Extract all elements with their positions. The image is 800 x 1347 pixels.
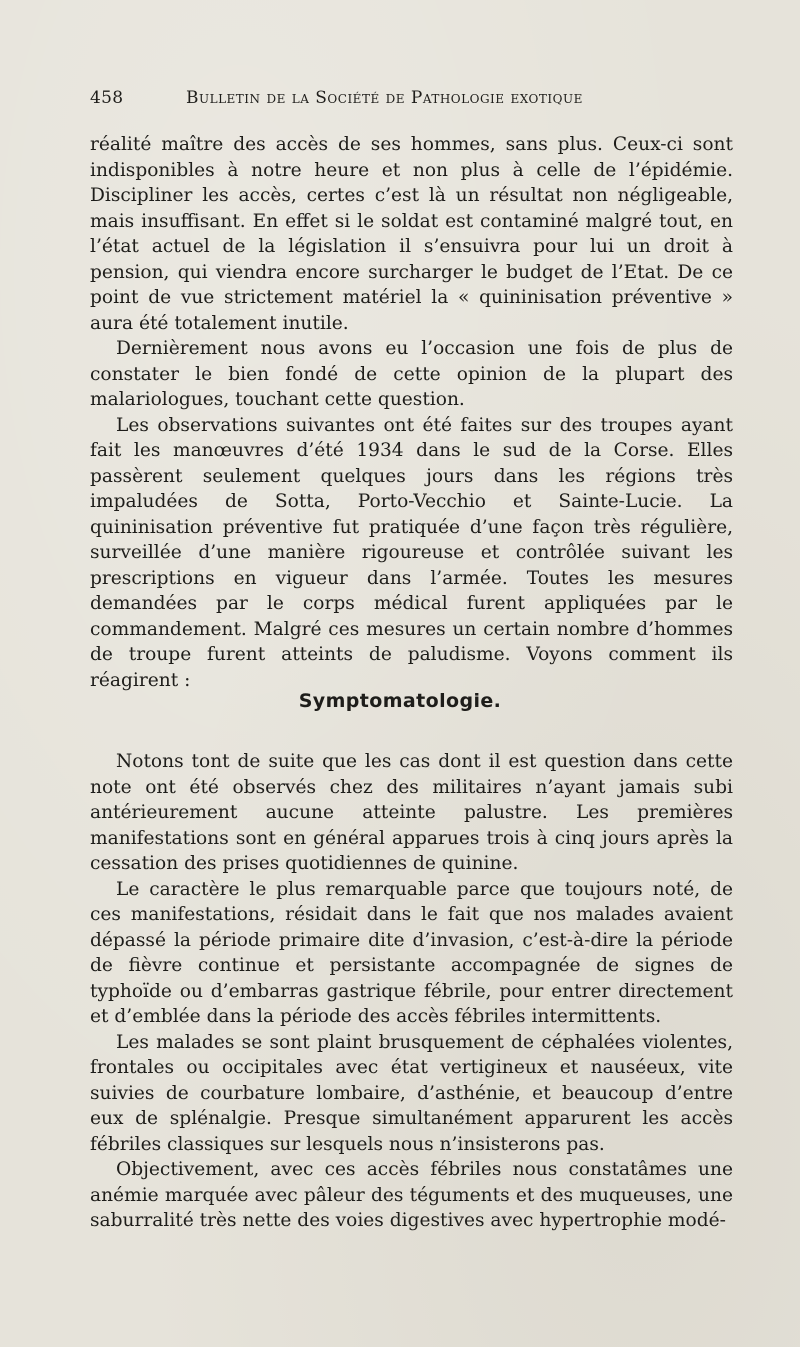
running-title: Bulletin de la Société de Pathologie exotique <box>186 88 583 108</box>
paragraph: réalité maître des accès de ses hommes, sans plus. Ceux-ci sont indisponibles à notre heure et non plus à celle de l’épidémie. Discipliner les accès, certes c’est là un résultat non négligeable, mais insuffisant. En effet si le soldat est contaminé malgré tout, en l’état actuel de la législation il s’ensuivra pour lui un droit à pension, qui viendra encore surcharger le budget de l’Etat. De ce point de vue strictement matériel la « quininisation préventive » aura été totalement inutile. <box>90 134 733 334</box>
section-heading: Symptomatologie. <box>298 690 502 712</box>
paragraph: Objectivement, avec ces accès fébriles nous constatâmes une anémie marquée avec pâleur des téguments et des muqueuses, une saburralité très nette des voies digestives avec hypertrophie modé- <box>90 1159 733 1231</box>
body-text-before-heading <box>90 132 733 693</box>
page-number: 458 <box>90 88 124 108</box>
body-text-after-heading <box>90 749 733 1234</box>
paragraph: Les observations suivantes ont été faites sur des troupes ayant fait les manœuvres d’été 1934 dans le sud de la Corse. Elles passèrent seulement quelques jours dans les régions très impaludées de Sotta, Porto-Vecchio et Sainte-Lucie. La quininisation préventive fut pratiquée d’une façon très régulière, surveillée d’une manière rigoureuse et contrôlée suivant les prescriptions en vigueur dans l’armée. Toutes les mesures demandées par le corps médical furent appliquées par le commandement. Malgré ces mesures un certain nombre d’hommes de troupe furent atteints de paludisme. Voyons comment ils réagirent : <box>90 414 733 691</box>
paragraph: Notons tont de suite que les cas dont il est question dans cette note ont été observés chez des militaires n’ayant jamais subi antérieurement aucune atteinte palustre. Les premières manifestations sont en général apparues trois à cinq jours après la cessation des prises quotidiennes de quinine. <box>90 751 733 874</box>
paragraph: Les malades se sont plaint brusquement de céphalées violentes, frontales ou occipitales avec état vertigineux et nauséeux, vite suivies de courbature lombaire, d’asthénie, et beaucoup d’entre eux de splénalgie. Presque simultanément apparurent les accès fébriles classiques sur lesquels nous n’insisterons pas. <box>90 1031 733 1155</box>
paragraph: Dernièrement nous avons eu l’occasion une fois de plus de constater le bien fondé de cette opinion de la plupart des malariologues, touchant cette question. <box>90 338 733 410</box>
page-header <box>90 88 730 114</box>
paragraph: Le caractère le plus remarquable parce que toujours noté, de ces manifestations, résidait dans le fait que nos malades avaient dépassé la période primaire dite d’invasion, c’est-à-dire la période de fièvre continue et persistante accompagnée de signes de typhoïde ou d’embarras gastrique fébrile, pour entrer directement et d’emblée dans la période des accès fébriles intermittents. <box>90 878 733 1027</box>
